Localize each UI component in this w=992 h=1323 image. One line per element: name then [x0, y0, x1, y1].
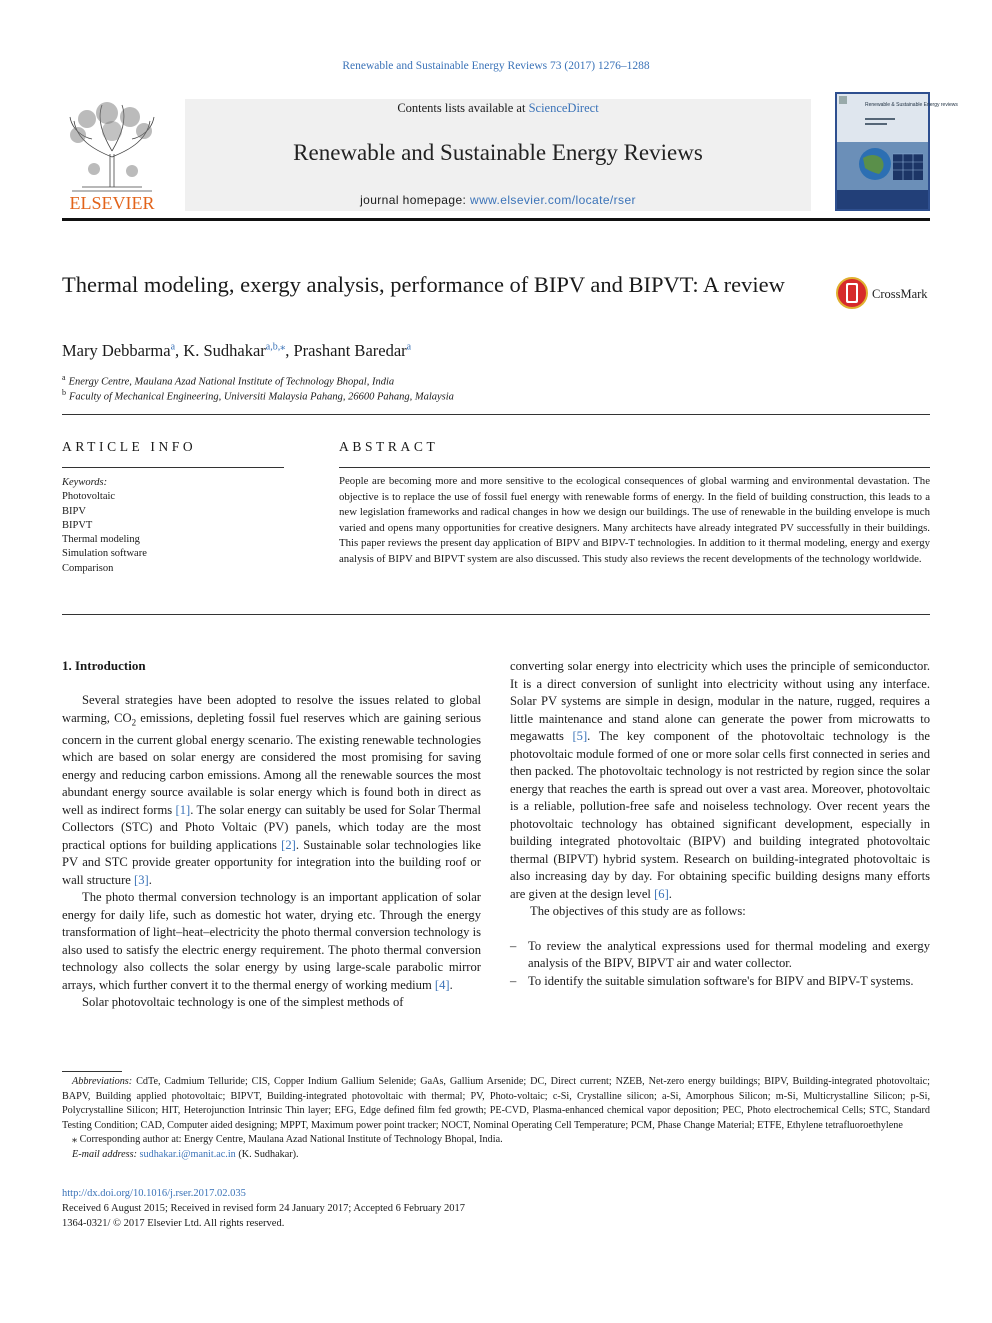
- affiliation-text: Energy Centre, Maulana Azad National Institute of Technology Bhopal, India: [68, 376, 395, 388]
- svg-text:Renewable & Sustainable Energy: Renewable & Sustainable Energy reviews: [865, 102, 958, 108]
- author-affiliation-mark[interactable]: a,b,⁎: [265, 341, 286, 353]
- publication-info: [62, 1187, 930, 1231]
- homepage-link[interactable]: www.elsevier.com/locate/rser: [470, 193, 636, 207]
- affiliation-text: Faculty of Mechanical Engineering, Universiti Malaysia Pahang, 26600 Pahang, Malaysia: [69, 391, 454, 403]
- affiliation-mark: a: [62, 373, 66, 382]
- body-paragraph: converting solar energy into electricity which uses the principle of semiconductor. It is a direct conversion of sunlight into electricity without using any interface. Solar PV systems are simple in design, modular in the nature, rugged, requires a little maintenance and stand alone can generate the power from microwatts to megawatts [5]. The key component of the photovoltaic technology is the photovoltaic module formed of one or more solar cells first connected in series and then packed. The photovoltaic technology is not restricted by region since the solar energy that reaches the earth is spread out over a vast area. Moreover, photovoltaic is a reliable, pollution-free safe and noiseless technology. Over recent years the photovoltaic technology has obtained significant development, especially in building integrated photovoltaic (BIPV) and building integrated photovoltaic thermal (BIPVT) hybrid system. Research on building-integrated photovoltaic is also increasing day by day. For obtaining specific building designs many efforts are given at the design level [6].: [510, 659, 930, 901]
- elsevier-tree-icon: [62, 99, 162, 211]
- author-separator: ,: [175, 341, 184, 360]
- crossmark-badge[interactable]: [836, 277, 932, 309]
- objective-list-item: – To identify the suitable simulation software's for BIPV and BIPV-T systems.: [510, 973, 930, 991]
- crossmark-icon: [836, 277, 932, 309]
- article-title: Thermal modeling, exergy analysis, performance of BIPV and BIPVT: A review: [62, 272, 785, 297]
- citation-link[interactable]: [1]: [175, 802, 191, 817]
- homepage-prefix: journal homepage:: [360, 193, 471, 207]
- section-heading: 1. Introduction: [62, 658, 146, 673]
- journal-cover-thumbnail[interactable]: [835, 92, 958, 211]
- keyword: Comparison: [62, 562, 114, 574]
- abstract-text: People are becoming more and more sensitive to the ecological consequences of global warming and environmental devastation. The objective is to replace the use of fossil fuel energy with renewable forms of energy. In the field of building construction, this leads to a new legislation frameworks and radical changes in how we design our buildings. The use of renewable in the building envelope is much varied and opens many opportunities for creative designers. Many architects have already integrated PV successfully in their buildings. This paper reviews the present day application of BIPV and BIPV-T technologies. In addition to it thermal modeling, energy and exergy analysis of BIPV and BIPVT system are also discussed. This study also reviews the recent developments of the technology worldwide.: [339, 475, 930, 565]
- journal-title: Renewable and Sustainable Energy Reviews: [293, 140, 703, 165]
- body-column-right: [510, 658, 930, 990]
- abstract-rule: [339, 467, 930, 468]
- author-separator: ,: [285, 341, 294, 360]
- abbreviations-label: Abbreviations:: [72, 1076, 133, 1087]
- footnotes: [62, 1075, 930, 1162]
- keyword: Photovoltaic: [62, 491, 116, 503]
- section-rule: [62, 414, 930, 415]
- article-info-heading: ARTICLE INFO: [62, 439, 197, 454]
- author-name[interactable]: K. Sudhakar: [183, 341, 266, 360]
- sciencedirect-link[interactable]: ScienceDirect: [528, 101, 599, 115]
- author-affiliation-mark[interactable]: a: [170, 341, 176, 353]
- email-label: E-mail address:: [72, 1148, 137, 1160]
- keywords-block: [62, 476, 284, 576]
- abstract-heading: ABSTRACT: [339, 439, 439, 454]
- section-rule: [62, 614, 930, 615]
- header-rule: [62, 218, 930, 221]
- contents-prefix: Contents lists available at: [397, 101, 529, 115]
- author-affiliation-mark[interactable]: a: [406, 341, 412, 353]
- affiliation-mark: b: [62, 388, 66, 397]
- affiliation: [62, 388, 454, 403]
- citation-link[interactable]: [2]: [281, 837, 296, 852]
- journal-citation[interactable]: Renewable and Sustainable Energy Reviews 73 (2017) 1276–1288: [342, 60, 650, 72]
- email-link[interactable]: sudhakar.i@manit.ac.in: [139, 1148, 236, 1160]
- journal-cover-icon: [835, 92, 958, 211]
- citation-link[interactable]: [4]: [434, 977, 450, 992]
- journal-homepage-line: [185, 193, 811, 207]
- citation-link[interactable]: [3]: [134, 872, 149, 887]
- doi-link[interactable]: http://dx.doi.org/10.1016/j.rser.2017.02.035: [62, 1188, 246, 1199]
- author-list: [62, 341, 411, 361]
- keyword: Thermal modeling: [62, 534, 140, 546]
- list-dash: –: [510, 938, 517, 953]
- copyright-line: 1364-0321/ © 2017 Elsevier Ltd. All rights reserved.: [62, 1217, 285, 1229]
- citation-link[interactable]: [5]: [572, 729, 588, 743]
- corresponding-author-note: ⁎ Corresponding author at: Energy Centre, Maulana Azad National Institute of Technology Bhopal, India.: [72, 1134, 503, 1145]
- body-paragraph: Solar photovoltaic technology is one of the simplest methods of: [82, 995, 404, 1010]
- keyword: BIPVT: [62, 519, 93, 531]
- email-note: E-mail address: sudhakar.i@manit.ac.in (K. Sudhakar).: [72, 1148, 299, 1160]
- objective-list-item: – To review the analytical expressions used for thermal modeling and exergy analysis of the BIPV, BIPVT air and water collector.: [510, 938, 930, 970]
- keyword: Simulation software: [62, 548, 147, 560]
- citation-link[interactable]: [6]: [654, 886, 669, 901]
- abbreviations-footnote: Abbreviations: CdTe, Cadmium Telluride; CIS, Copper Indium Gallium Selenide; GaAs, Gallium Arsenide; DC, Direct current; NZEB, Net-zero energy buildings; BIPV, Building-integrated photovoltaic; BAPV, Building applied photovoltaic; BIPVT, Building-integrated photovoltaic with thermal; PV, Photo-voltaic; c-Si, Crystalline silicon; a-Si, Amorphous Silicon; m-Si, Multicrystalline Silicon; p-Si, Polycrystalline Silicon; HIT, Heterojunction Intrinsic Thin layer; EFG, Edge defined film fed growth; PE-CVD, Plasma-enhanced chemical vapor deposition; PEC, Photo electrochemical Cells; STC, Standard Testing Condition; CAD, Computer aided designing; MPPT, Maximum power point tracker; NOCT, Nominal Operating Cell Temperature; PCM, Phase Change Material; ETFE, Ethylene tetrafluoroethylene: [62, 1076, 930, 1131]
- contents-availability-line: [185, 101, 811, 116]
- received-dates: Received 6 August 2015; Received in revised form 24 January 2017; Accepted 6 February 2017: [62, 1202, 465, 1214]
- list-dash: –: [510, 973, 517, 988]
- keywords-label: Keywords:: [62, 477, 108, 488]
- article-info-rule: [62, 467, 284, 468]
- body-paragraph: Several strategies have been adopted to resolve the issues related to global warming, $CO_2$ emissions, depleting fossil fuel reserves which are gaining serious concern in the current global energy scenario. The existing renewable technologies which are based on solar energy are considered the most promising for saving energy and reducing carbon emissions. Among all the renewable sources the most abundant energy source available is solar energy which is found both in direct as well as indirect forms [1]. The solar energy can suitably be used for Solar Thermal Collectors (STC) and Photo Voltaic (PV) panels, which today are the most practical options for building applications [2]. Sustainable solar technologies like PV and STC provide greater opportunity for integration into the building roof or wall structure [3].: [62, 693, 481, 887]
- affiliation: [62, 373, 394, 388]
- body-paragraph: The objectives of this study are as follows:: [530, 904, 746, 918]
- footnote-rule: [62, 1071, 122, 1072]
- svg-text:ELSEVIER: ELSEVIER: [69, 193, 155, 213]
- elsevier-logo[interactable]: [62, 99, 162, 211]
- body-paragraph: The photo thermal conversion technology is an important application of solar energy for daily life, such as domestic hot water, drying etc. Through the energy transformation of light–heat–electricity the photo thermal conversion technology is also used to satisfy the electric energy requirement. The photo thermal conversion technology also collects the solar energy by using large-scale parabolic mirror arrays, which further convert it to the thermal energy of working medium [4].: [62, 890, 481, 992]
- body-column-left: [62, 692, 481, 1012]
- author-name[interactable]: Prashant Baredar: [293, 341, 407, 360]
- keyword: BIPV: [62, 505, 86, 517]
- author-name[interactable]: Mary Debbarma: [62, 341, 171, 360]
- svg-text:CrossMark: CrossMark: [872, 287, 928, 301]
